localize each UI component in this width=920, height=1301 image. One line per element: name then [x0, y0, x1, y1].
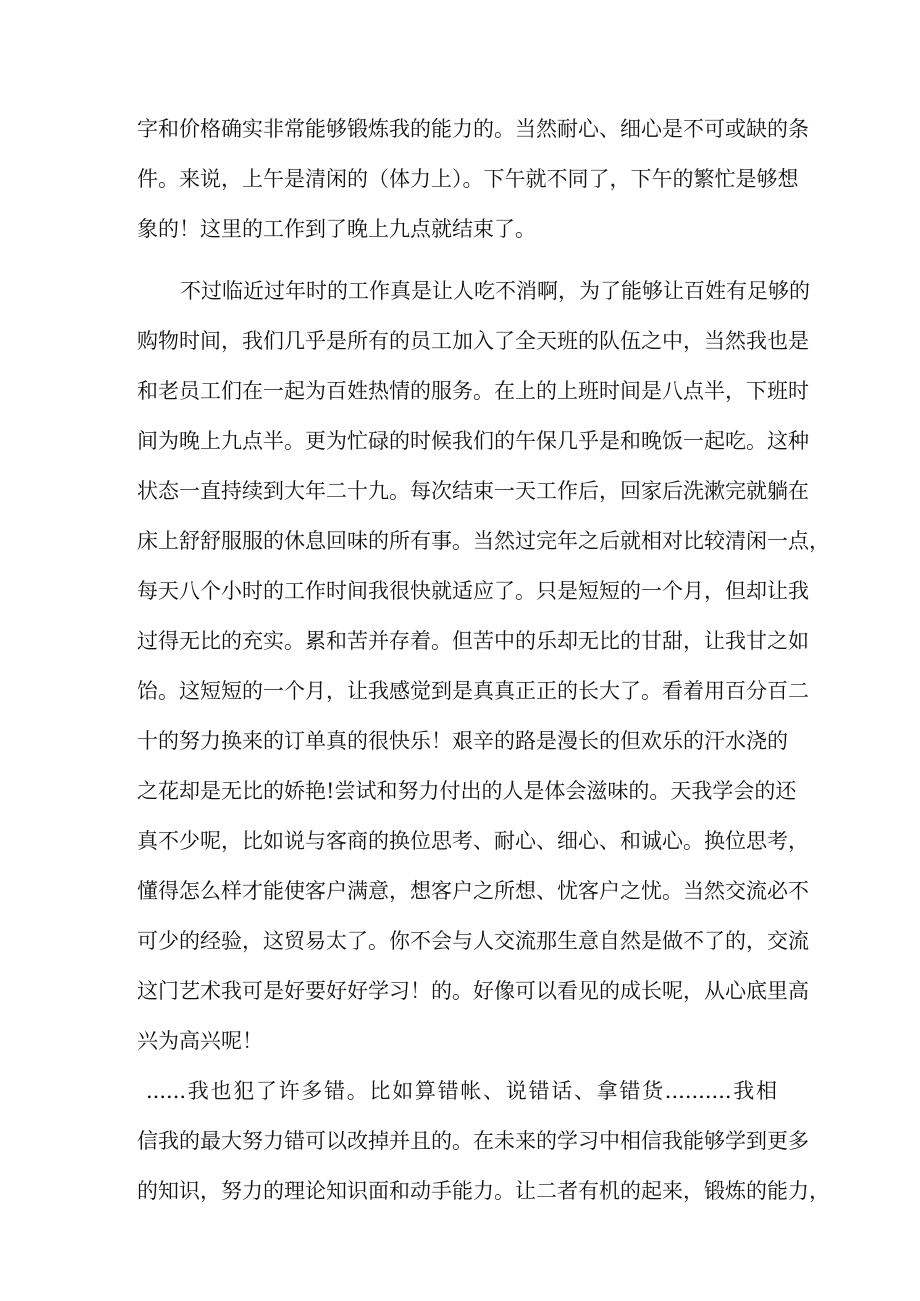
paragraph-1-line-2: 件。来说，上午是清闲的（体力上）。下午就不同了，下午的繁忙是够想	[137, 167, 799, 191]
paragraph-2-line-6: 床上舒舒服服的休息回味的所有事。当然过完年之后就相对比较清闲一点，	[137, 529, 830, 553]
paragraph-2-line-12: 真不少呢，比如说与客商的换位思考、耐心、细心、和诚心。换位思考，	[137, 829, 809, 853]
paragraph-2-line-13: 懂得怎么样才能使客户满意，想客户之所想、忧客户之忧。当然交流必不	[137, 879, 809, 903]
paragraph-3-line-2: 信我的最大努力错可以改掉并且的。在未来的学习中相信我能够学到更多	[137, 1129, 809, 1153]
paragraph-2-line-5: 状态一直持续到大年二十九。每次结束一天工作后，回家后洗漱完就躺在	[137, 479, 809, 503]
paragraph-2-line-3: 和老员工们在一起为百姓热情的服务。在上的上班时间是八点半，下班时	[137, 379, 809, 403]
paragraph-2-line-14: 可少的经验，这贸易太了。你不会与人交流那生意自然是做不了的，交流	[137, 929, 809, 953]
paragraph-2-line-10: 十的努力换来的订单真的很快乐！艰辛的路是漫长的但欢乐的汗水浇的	[137, 729, 788, 753]
paragraph-3-line-1: ......我也犯了许多错。比如算错帐、说错话、拿错货..........我相	[146, 1079, 777, 1103]
paragraph-1-line-3: 象的！这里的工作到了晚上九点就结束了。	[137, 217, 536, 241]
paragraph-2-line-11: 之花却是无比的娇艳!尝试和努力付出的人是体会滋味的。天我学会的还	[137, 779, 797, 803]
paragraph-2-line-2: 购物时间，我们几乎是所有的员工加入了全天班的队伍之中，当然我也是	[137, 329, 809, 353]
paragraph-2-line-4: 间为晚上九点半。更为忙碌的时候我们的午保几乎是和晚饭一起吃。这种	[137, 429, 809, 453]
paragraph-2-line-9: 饴。这短短的一个月，让我感觉到是真真正正的长大了。看着用百分百二	[137, 679, 809, 703]
paragraph-2-line-15: 这门艺术我可是好要好好学习！的。好像可以看见的成长呢，从心底里高	[137, 979, 809, 1003]
paragraph-2-line-1: 不过临近过年时的工作真是让人吃不消啊，为了能够让百姓有足够的	[180, 279, 810, 303]
paragraph-2-line-7: 每天八个小时的工作时间我很快就适应了。只是短短的一个月，但却让我	[137, 579, 809, 603]
paragraph-2-line-8: 过得无比的充实。累和苦并存着。但苦中的乐却无比的甘甜，让我甘之如	[137, 629, 809, 653]
paragraph-3-line-3: 的知识，努力的理论知识面和动手能力。让二者有机的起来，锻炼的能力，	[137, 1179, 830, 1203]
paragraph-1-line-1: 字和价格确实非常能够锻炼我的能力的。当然耐心、细心是不可或缺的条	[137, 117, 809, 141]
paragraph-2-line-16: 兴为高兴呢！	[137, 1029, 263, 1053]
